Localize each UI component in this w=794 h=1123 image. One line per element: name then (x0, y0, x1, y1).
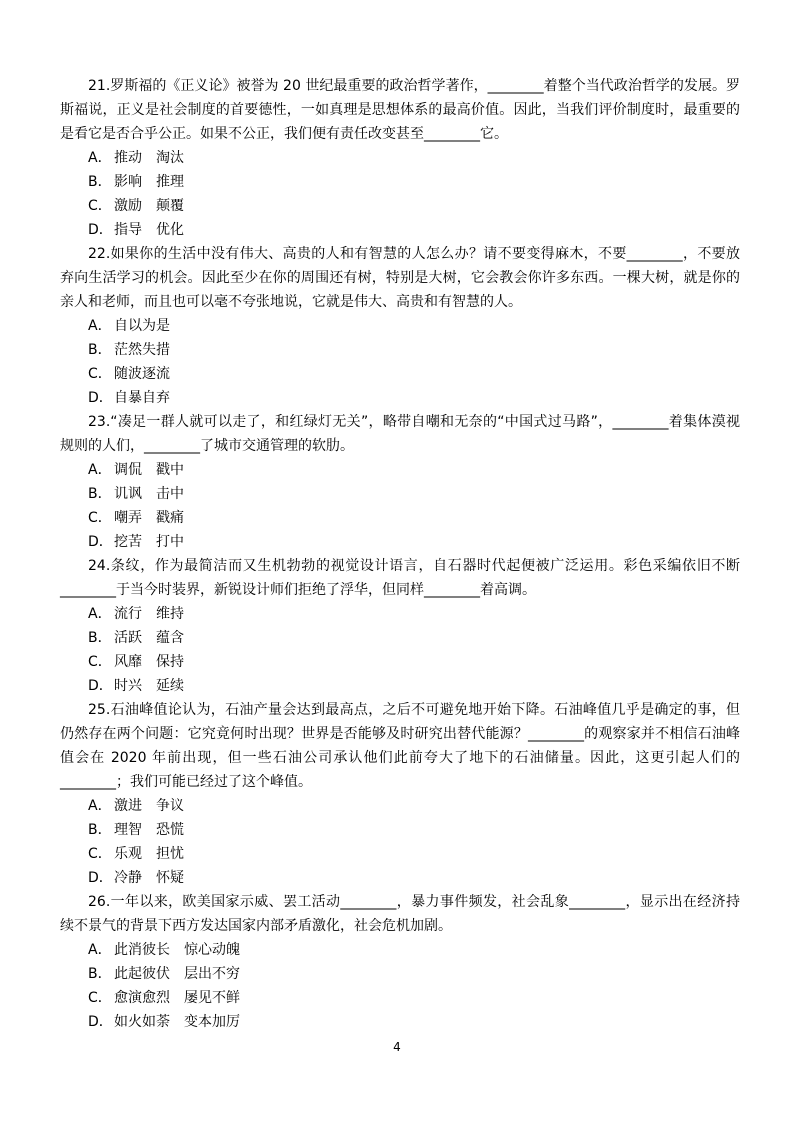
option-d (60, 218, 740, 242)
option-text: 自以为是 (114, 318, 170, 334)
option-text: 风靡 保持 (114, 654, 184, 670)
option-d (60, 674, 740, 698)
question-stem (60, 74, 740, 146)
question-number: 23. (88, 414, 111, 430)
question-25 (60, 698, 740, 890)
option-b (60, 482, 740, 506)
option-text: 随波逐流 (114, 366, 170, 382)
option-text: 活跃 蕴含 (114, 630, 184, 646)
option-c (60, 842, 740, 866)
document-page (60, 74, 740, 1034)
question-number: 22. (88, 246, 111, 262)
option-text: 乐观 担忧 (114, 846, 184, 862)
option-letter: D． (88, 534, 113, 550)
question-stem (60, 698, 740, 794)
option-letter: D． (88, 222, 113, 238)
option-letter: D． (88, 870, 113, 886)
option-d (60, 530, 740, 554)
option-letter: C． (88, 366, 112, 382)
option-a (60, 602, 740, 626)
option-letter: A． (88, 462, 112, 478)
option-letter: D． (88, 678, 113, 694)
option-d (60, 386, 740, 410)
question-stem (60, 554, 740, 602)
option-b (60, 962, 740, 986)
option-text: 流行 维持 (114, 606, 184, 622)
question-stem (60, 890, 740, 938)
option-text: 理智 恐慌 (114, 822, 184, 838)
question-text: 一年以来，欧美国家示威、罢工活动________，暴力事件频发，社会乱象________，显示出在经济持续不景气的背景下西方发达国家内部矛盾激化，社会危机加剧。 (60, 894, 740, 934)
option-text: 讥讽 击中 (114, 486, 184, 502)
option-letter: B． (88, 486, 112, 502)
question-number: 21. (88, 78, 111, 94)
option-letter: B． (88, 174, 112, 190)
option-letter: A． (88, 150, 112, 166)
option-text: 影响 推理 (114, 174, 184, 190)
option-letter: C． (88, 990, 112, 1006)
option-d (60, 866, 740, 890)
option-letter: D． (88, 390, 113, 406)
question-stem (60, 410, 740, 458)
option-c (60, 650, 740, 674)
page-number: 4 (393, 1040, 401, 1054)
option-text: 激励 颠覆 (114, 198, 184, 214)
question-23 (60, 410, 740, 554)
option-b (60, 338, 740, 362)
option-text: 自暴自弃 (114, 390, 170, 406)
question-number: 26. (88, 894, 111, 910)
option-text: 推动 淘汰 (114, 150, 184, 166)
question-text: “凑足一群人就可以走了，和红绿灯无关”，略带自嘲和无奈的“中国式过马路”，________着集体漠视规则的人们，________了城市交通管理的软肋。 (60, 414, 740, 454)
option-letter: A． (88, 942, 112, 958)
question-text: 石油峰值论认为，石油产量会达到最高点，之后不可避免地开始下降。石油峰值几乎是确定的事，但仍然存在两个问题：它究竟何时出现？世界是否能够及时研究出替代能源？________的观察家并不相信石油峰值会在 2020 年前出现，但一些石油公司承认他们此前夸大了地下的石油储量。因此，这更引起人们的________；我们可能已经过了这个峰值。 (60, 702, 740, 790)
option-d (60, 1010, 740, 1034)
option-text: 茫然失措 (114, 342, 170, 358)
option-text: 愈演愈烈 屡见不鲜 (114, 990, 240, 1006)
option-a (60, 146, 740, 170)
option-letter: B． (88, 822, 112, 838)
option-letter: B． (88, 966, 112, 982)
question-22 (60, 242, 740, 410)
question-text: 罗斯福的《正义论》被誉为 20 世纪最重要的政治哲学著作，________着整个当代政治哲学的发展。罗斯福说，正义是社会制度的首要德性，一如真理是思想体系的最高价值。因此，当我们评价制度时，最重要的是看它是否合乎公正。如果不公正，我们便有责任改变甚至________它。 (60, 78, 740, 142)
option-text: 此消彼长 惊心动魄 (114, 942, 240, 958)
question-text: 如果你的生活中没有伟大、高贵的人和有智慧的人怎么办？请不要变得麻木，不要________，不要放弃向生活学习的机会。因此至少在你的周围还有树，特别是大树，它会教会你许多东西。一棵大树，就是你的亲人和老师，而且也可以毫不夸张地说，它就是伟大、高贵和有智慧的人。 (60, 246, 740, 310)
option-a (60, 794, 740, 818)
option-letter: B． (88, 342, 112, 358)
option-b (60, 818, 740, 842)
option-letter: A． (88, 798, 112, 814)
option-c (60, 362, 740, 386)
question-text: 条纹，作为最简洁而又生机勃勃的视觉设计语言，自石器时代起便被广泛运用。彩色采编依旧不断________于当今时装界，新锐设计师们拒绝了浮华，但同样________着高调。 (60, 558, 740, 598)
option-letter: C． (88, 198, 112, 214)
option-letter: C． (88, 846, 112, 862)
option-letter: A． (88, 606, 112, 622)
option-text: 挖苦 打中 (114, 534, 184, 550)
option-letter: D． (88, 1014, 113, 1030)
question-24 (60, 554, 740, 698)
option-text: 此起彼伏 层出不穷 (114, 966, 240, 982)
option-text: 调侃 戳中 (114, 462, 184, 478)
option-text: 如火如荼 变本加厉 (114, 1014, 240, 1030)
option-text: 冷静 怀疑 (114, 870, 184, 886)
option-b (60, 170, 740, 194)
option-letter: A． (88, 318, 112, 334)
question-number: 24. (88, 558, 111, 574)
option-c (60, 986, 740, 1010)
option-letter: C． (88, 654, 112, 670)
question-stem (60, 242, 740, 314)
option-text: 指导 优化 (114, 222, 184, 238)
option-letter: C． (88, 510, 112, 526)
option-text: 嘲弄 戳痛 (114, 510, 184, 526)
option-c (60, 194, 740, 218)
option-a (60, 938, 740, 962)
option-text: 激进 争议 (114, 798, 184, 814)
question-number: 25. (88, 702, 111, 718)
question-26 (60, 890, 740, 1034)
question-21 (60, 74, 740, 242)
option-c (60, 506, 740, 530)
option-a (60, 458, 740, 482)
option-text: 时兴 延续 (114, 678, 184, 694)
option-b (60, 626, 740, 650)
option-a (60, 314, 740, 338)
option-letter: B． (88, 630, 112, 646)
